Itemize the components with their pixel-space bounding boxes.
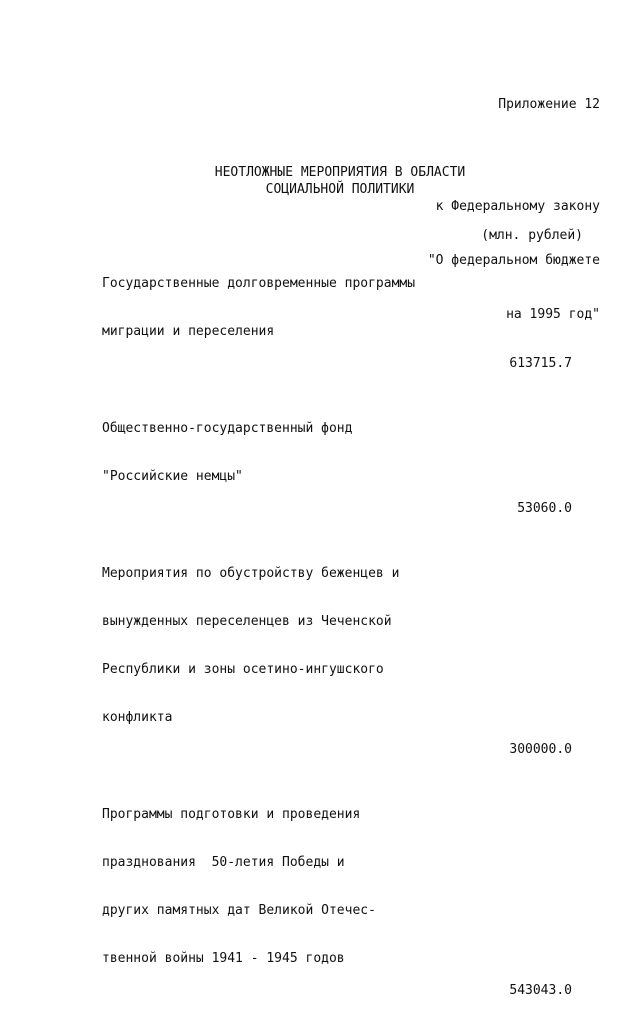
title-line: СОЦИАЛЬНОЙ ПОЛИТИКИ [265, 182, 415, 197]
item-description [102, 534, 422, 758]
item-line: празднования 50-летия Победы и [102, 855, 345, 870]
law-reference-line: к Федеральному закону [435, 199, 600, 214]
item-line: "Российские немцы" [102, 469, 243, 484]
item-line: конфликта [102, 710, 173, 725]
item-line: Общественно-государственный фонд [102, 421, 353, 436]
units-label: (млн. рублей) [481, 228, 583, 243]
item-line: других памятных дат Великой Отечес- [102, 903, 376, 918]
item-line: Мероприятия по обустройству беженцев и [102, 566, 400, 581]
item-description [102, 389, 422, 517]
item-line: миграции и переселения [102, 324, 275, 339]
item-line: Программы подготовки и проведения [102, 807, 361, 822]
item-amount: 53060.0 [517, 501, 572, 516]
list-item [102, 389, 572, 517]
item-amount: 543043.0 [509, 983, 572, 998]
list-item [102, 244, 572, 372]
item-description [102, 775, 422, 999]
appendix-gap [428, 150, 600, 162]
law-reference-line: на 1995 год" [506, 307, 600, 322]
items-list [102, 244, 572, 1016]
item-amount: 300000.0 [509, 742, 572, 757]
list-item [102, 534, 572, 758]
document-title [0, 164, 640, 198]
list-item [102, 775, 572, 999]
item-description [102, 244, 422, 372]
title-line: НЕОТЛОЖНЫЕ МЕРОПРИЯТИЯ В ОБЛАСТИ [214, 165, 466, 180]
item-line: вынужденных переселенцев из Чеченской [102, 614, 392, 629]
item-line: твенной войны 1941 - 1945 годов [102, 951, 345, 966]
appendix-number: Приложение 12 [498, 97, 600, 112]
item-amount: 613715.7 [509, 356, 572, 371]
law-reference-line: "О федеральном бюджете [427, 253, 600, 268]
item-line: Республики и зоны осетино-ингушского [102, 662, 384, 677]
item-line: Государственные долговременные программы [102, 276, 416, 291]
